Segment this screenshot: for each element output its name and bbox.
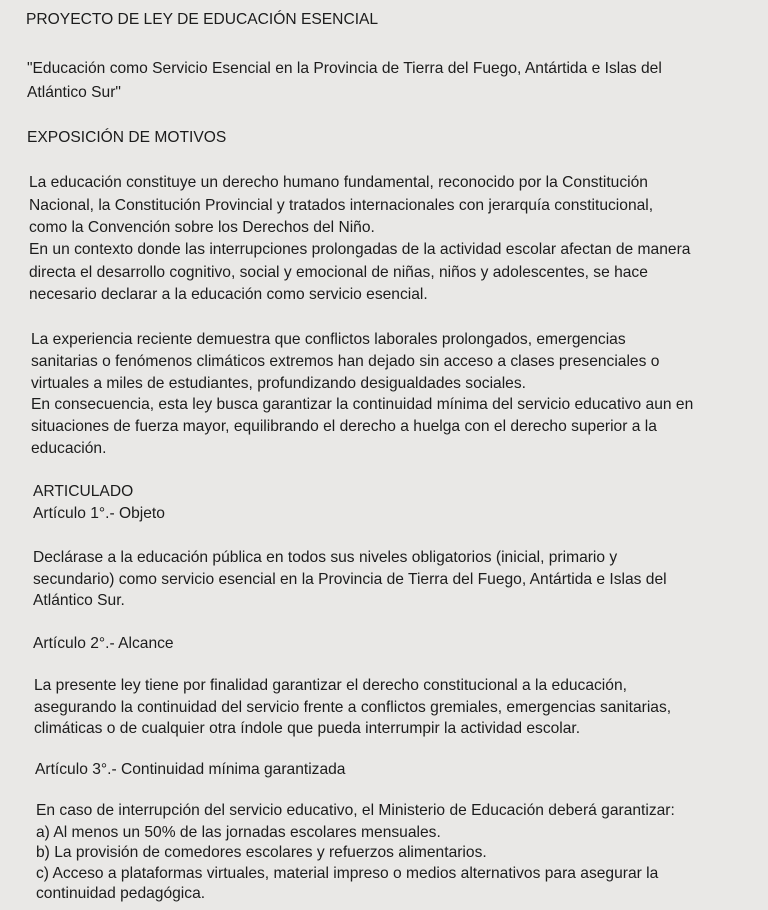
motivos-line: directa el desarrollo cognitivo, social y emocional de niñas, niños y adolescentes, se hace — [29, 264, 648, 281]
article-2-line: climáticas o de cualquier otra índole que pueda interrumpir la actividad escolar. — [34, 720, 581, 737]
exposicion-heading: EXPOSICIÓN DE MOTIVOS — [27, 129, 227, 146]
article-3-line: a) Al menos un 50% de las jornadas escolares mensuales. — [36, 824, 441, 841]
article-1-line: Atlántico Sur. — [33, 592, 125, 609]
motivos-line: sanitarias o fenómenos climáticos extremos han dejado sin acceso a clases presenciales o — [31, 353, 660, 370]
article-3-line: continuidad pedagógica. — [36, 885, 206, 902]
article-3-line: c) Acceso a plataformas virtuales, material impreso o medios alternativos para asegurar la — [36, 865, 659, 882]
article-3-heading: Artículo 3°.- Continuidad mínima garantizada — [35, 761, 346, 778]
motivos-line: virtuales a miles de estudiantes, profundizando desigualdades sociales. — [31, 375, 526, 392]
document-title: PROYECTO DE LEY DE EDUCACIÓN ESENCIAL — [26, 11, 379, 28]
article-3-line: b) La provisión de comedores escolares y refuerzos alimentarios. — [36, 844, 487, 861]
motivos-line: La experiencia reciente demuestra que conflictos laborales prolongados, emergencias — [31, 331, 626, 348]
article-2-line: asegurando la continuidad del servicio frente a conflictos gremiales, emergencias sanitarias, — [34, 699, 672, 716]
article-1-line: Declárase a la educación pública en todos sus niveles obligatorios (inicial, primario y — [33, 549, 618, 566]
subtitle-line: "Educación como Servicio Esencial en la Provincia de Tierra del Fuego, Antártida e Islas del — [27, 60, 662, 77]
article-2-line: La presente ley tiene por finalidad garantizar el derecho constitucional a la educación, — [34, 677, 627, 694]
motivos-line: Nacional, la Constitución Provincial y tratados internacionales con jerarquía constitucional, — [29, 197, 654, 214]
motivos-line: En consecuencia, esta ley busca garantizar la continuidad mínima del servicio educativo aun en — [31, 396, 694, 413]
motivos-line: necesario declarar a la educación como servicio esencial. — [29, 286, 428, 303]
article-2-heading: Artículo 2°.- Alcance — [33, 635, 174, 652]
article-3-line: En caso de interrupción del servicio educativo, el Ministerio de Educación deberá garantizar: — [36, 802, 675, 819]
motivos-line: educación. — [31, 440, 107, 457]
subtitle-line: Atlántico Sur" — [27, 84, 121, 101]
articulado-heading: ARTICULADO — [33, 483, 134, 500]
motivos-line: La educación constituye un derecho humano fundamental, reconocido por la Constitución — [29, 174, 648, 191]
motivos-line: situaciones de fuerza mayor, equilibrando el derecho a huelga con el derecho superior a la — [31, 418, 657, 435]
motivos-line: como la Convención sobre los Derechos del Niño. — [29, 219, 375, 236]
article-1-heading: Artículo 1°.- Objeto — [33, 505, 165, 522]
article-1-line: secundario) como servicio esencial en la Provincia de Tierra del Fuego, Antártida e Islas del — [33, 571, 667, 588]
motivos-line: En un contexto donde las interrupciones prolongadas de la actividad escolar afectan de manera — [29, 241, 691, 258]
